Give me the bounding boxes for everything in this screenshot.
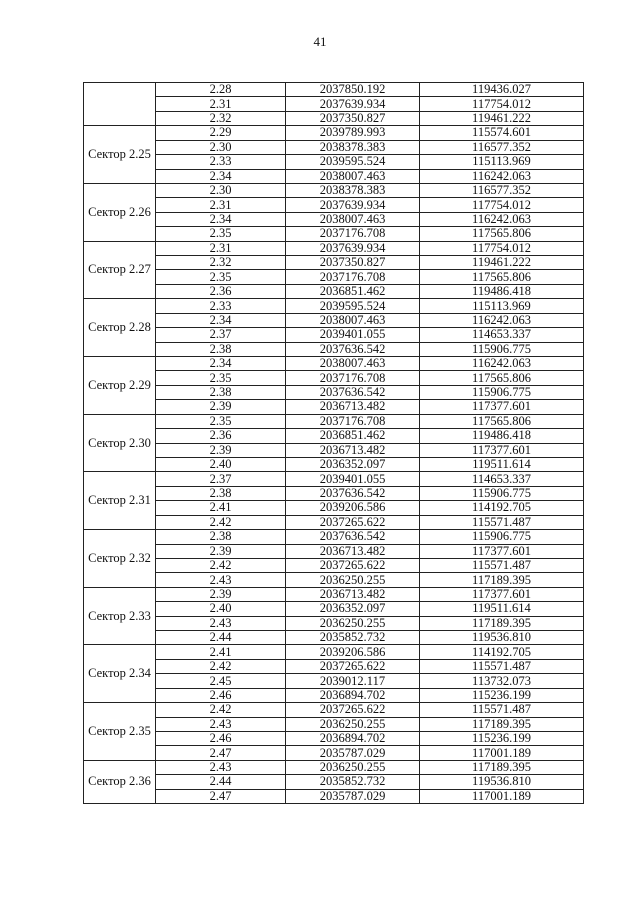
table-row [84,313,584,327]
y-coordinate-cell: 117377.601 [420,587,584,601]
table-row [84,83,584,97]
table-row [84,429,584,443]
table-row [84,183,584,197]
point-number-cell: 2.47 [156,746,286,760]
point-number-cell: 2.35 [156,371,286,385]
x-coordinate-cell: 2037176.708 [286,414,420,428]
sector-name-cell: Сектор 2.28 [84,299,156,357]
y-coordinate-cell: 116242.063 [420,357,584,371]
table-row [84,284,584,298]
point-number-cell: 2.33 [156,155,286,169]
y-coordinate-cell: 117001.189 [420,746,584,760]
x-coordinate-cell: 2037176.708 [286,227,420,241]
x-coordinate-cell: 2036352.097 [286,457,420,471]
table-row [84,227,584,241]
point-number-cell: 2.42 [156,703,286,717]
y-coordinate-cell: 117189.395 [420,573,584,587]
table-row [84,616,584,630]
y-coordinate-cell: 119536.810 [420,631,584,645]
table-row [84,97,584,111]
table-row [84,501,584,515]
table-row [84,515,584,529]
point-number-cell: 2.34 [156,169,286,183]
sector-name-cell: Сектор 2.26 [84,183,156,241]
table-row [84,530,584,544]
point-number-cell: 2.35 [156,270,286,284]
point-number-cell: 2.31 [156,198,286,212]
point-number-cell: 2.34 [156,313,286,327]
y-coordinate-cell: 115906.775 [420,530,584,544]
x-coordinate-cell: 2038007.463 [286,313,420,327]
table-row [84,703,584,717]
x-coordinate-cell: 2037176.708 [286,270,420,284]
y-coordinate-cell: 115906.775 [420,486,584,500]
table-row [84,674,584,688]
point-number-cell: 2.38 [156,342,286,356]
table-row [84,400,584,414]
point-number-cell: 2.39 [156,544,286,558]
x-coordinate-cell: 2037639.934 [286,241,420,255]
table-row [84,573,584,587]
y-coordinate-cell: 117377.601 [420,443,584,457]
y-coordinate-cell: 115571.487 [420,703,584,717]
point-number-cell: 2.38 [156,486,286,500]
point-number-cell: 2.46 [156,688,286,702]
table-row [84,357,584,371]
x-coordinate-cell: 2039401.055 [286,328,420,342]
table-row [84,602,584,616]
table-row [84,270,584,284]
x-coordinate-cell: 2037265.622 [286,515,420,529]
x-coordinate-cell: 2039012.117 [286,674,420,688]
x-coordinate-cell: 2037639.934 [286,198,420,212]
table-row [84,256,584,270]
point-number-cell: 2.41 [156,645,286,659]
point-number-cell: 2.44 [156,631,286,645]
table-row [84,587,584,601]
table-row [84,789,584,803]
y-coordinate-cell: 117754.012 [420,241,584,255]
x-coordinate-cell: 2039595.524 [286,155,420,169]
point-number-cell: 2.43 [156,616,286,630]
x-coordinate-cell: 2036851.462 [286,429,420,443]
x-coordinate-cell: 2036894.702 [286,731,420,745]
point-number-cell: 2.28 [156,83,286,97]
table-row [84,155,584,169]
table-row [84,631,584,645]
point-number-cell: 2.30 [156,140,286,154]
sector-name-cell: Сектор 2.25 [84,126,156,184]
table-row [84,457,584,471]
point-number-cell: 2.37 [156,328,286,342]
table-row [84,371,584,385]
x-coordinate-cell: 2036894.702 [286,688,420,702]
point-number-cell: 2.34 [156,212,286,226]
point-number-cell: 2.35 [156,414,286,428]
y-coordinate-cell: 117754.012 [420,198,584,212]
table-row [84,472,584,486]
point-number-cell: 2.47 [156,789,286,803]
y-coordinate-cell: 116577.352 [420,140,584,154]
x-coordinate-cell: 2036713.482 [286,443,420,457]
x-coordinate-cell: 2036713.482 [286,400,420,414]
y-coordinate-cell: 117565.806 [420,371,584,385]
table-row [84,140,584,154]
x-coordinate-cell: 2038007.463 [286,357,420,371]
table-row [84,486,584,500]
y-coordinate-cell: 116242.063 [420,169,584,183]
table-row [84,775,584,789]
y-coordinate-cell: 117001.189 [420,789,584,803]
table-row [84,688,584,702]
point-number-cell: 2.42 [156,515,286,529]
point-number-cell: 2.36 [156,284,286,298]
point-number-cell: 2.42 [156,659,286,673]
y-coordinate-cell: 116242.063 [420,313,584,327]
y-coordinate-cell: 119511.614 [420,457,584,471]
sector-name-cell: Сектор 2.30 [84,414,156,472]
table-row [84,299,584,313]
point-number-cell: 2.38 [156,530,286,544]
point-number-cell: 2.40 [156,457,286,471]
x-coordinate-cell: 2039789.993 [286,126,420,140]
y-coordinate-cell: 117189.395 [420,717,584,731]
y-coordinate-cell: 117754.012 [420,97,584,111]
x-coordinate-cell: 2037636.542 [286,385,420,399]
x-coordinate-cell: 2037265.622 [286,703,420,717]
y-coordinate-cell: 114653.337 [420,328,584,342]
x-coordinate-cell: 2037850.192 [286,83,420,97]
x-coordinate-cell: 2039595.524 [286,299,420,313]
x-coordinate-cell: 2036851.462 [286,284,420,298]
table-row [84,544,584,558]
coordinates-table-body [84,83,584,804]
table-row [84,212,584,226]
x-coordinate-cell: 2038007.463 [286,169,420,183]
y-coordinate-cell: 119486.418 [420,284,584,298]
sector-name-cell [84,83,156,126]
y-coordinate-cell: 117565.806 [420,414,584,428]
point-number-cell: 2.40 [156,602,286,616]
y-coordinate-cell: 119511.614 [420,602,584,616]
point-number-cell: 2.41 [156,501,286,515]
x-coordinate-cell: 2037265.622 [286,558,420,572]
table-row [84,385,584,399]
y-coordinate-cell: 117565.806 [420,227,584,241]
table-row [84,645,584,659]
x-coordinate-cell: 2037350.827 [286,256,420,270]
x-coordinate-cell: 2036250.255 [286,573,420,587]
x-coordinate-cell: 2037639.934 [286,97,420,111]
table-row [84,558,584,572]
point-number-cell: 2.29 [156,126,286,140]
table-row [84,717,584,731]
y-coordinate-cell: 115236.199 [420,688,584,702]
table-row [84,760,584,774]
point-number-cell: 2.36 [156,429,286,443]
y-coordinate-cell: 114192.705 [420,645,584,659]
y-coordinate-cell: 115906.775 [420,342,584,356]
y-coordinate-cell: 119486.418 [420,429,584,443]
y-coordinate-cell: 115571.487 [420,659,584,673]
y-coordinate-cell: 117189.395 [420,760,584,774]
table-row [84,659,584,673]
x-coordinate-cell: 2039401.055 [286,472,420,486]
y-coordinate-cell: 119536.810 [420,775,584,789]
sector-name-cell: Сектор 2.29 [84,357,156,415]
y-coordinate-cell: 115574.601 [420,126,584,140]
sector-name-cell: Сектор 2.34 [84,645,156,703]
point-number-cell: 2.34 [156,357,286,371]
x-coordinate-cell: 2036713.482 [286,544,420,558]
point-number-cell: 2.32 [156,111,286,125]
y-coordinate-cell: 115113.969 [420,155,584,169]
table-row [84,328,584,342]
x-coordinate-cell: 2037636.542 [286,486,420,500]
table-row [84,198,584,212]
x-coordinate-cell: 2038007.463 [286,212,420,226]
y-coordinate-cell: 116242.063 [420,212,584,226]
x-coordinate-cell: 2035852.732 [286,775,420,789]
table-row [84,746,584,760]
x-coordinate-cell: 2038378.383 [286,140,420,154]
table-row [84,169,584,183]
table-row [84,126,584,140]
x-coordinate-cell: 2036250.255 [286,616,420,630]
point-number-cell: 2.31 [156,97,286,111]
x-coordinate-cell: 2037636.542 [286,530,420,544]
y-coordinate-cell: 114192.705 [420,501,584,515]
x-coordinate-cell: 2037636.542 [286,342,420,356]
point-number-cell: 2.39 [156,400,286,414]
x-coordinate-cell: 2036713.482 [286,587,420,601]
y-coordinate-cell: 117189.395 [420,616,584,630]
point-number-cell: 2.35 [156,227,286,241]
y-coordinate-cell: 115571.487 [420,515,584,529]
y-coordinate-cell: 117377.601 [420,544,584,558]
y-coordinate-cell: 114653.337 [420,472,584,486]
point-number-cell: 2.39 [156,587,286,601]
point-number-cell: 2.42 [156,558,286,572]
x-coordinate-cell: 2038378.383 [286,183,420,197]
y-coordinate-cell: 115113.969 [420,299,584,313]
table-row [84,342,584,356]
point-number-cell: 2.43 [156,717,286,731]
x-coordinate-cell: 2039206.586 [286,645,420,659]
sector-name-cell: Сектор 2.31 [84,472,156,530]
x-coordinate-cell: 2037350.827 [286,111,420,125]
x-coordinate-cell: 2036250.255 [286,717,420,731]
point-number-cell: 2.45 [156,674,286,688]
x-coordinate-cell: 2037265.622 [286,659,420,673]
sector-name-cell: Сектор 2.36 [84,760,156,803]
y-coordinate-cell: 115906.775 [420,385,584,399]
y-coordinate-cell: 116577.352 [420,183,584,197]
sector-name-cell: Сектор 2.33 [84,587,156,645]
y-coordinate-cell: 119461.222 [420,256,584,270]
point-number-cell: 2.43 [156,573,286,587]
coordinates-table [83,82,584,804]
point-number-cell: 2.38 [156,385,286,399]
table-row [84,414,584,428]
sector-name-cell: Сектор 2.27 [84,241,156,299]
point-number-cell: 2.30 [156,183,286,197]
point-number-cell: 2.37 [156,472,286,486]
x-coordinate-cell: 2035787.029 [286,789,420,803]
x-coordinate-cell: 2035852.732 [286,631,420,645]
point-number-cell: 2.44 [156,775,286,789]
point-number-cell: 2.33 [156,299,286,313]
page-number: 41 [313,34,327,49]
y-coordinate-cell: 115236.199 [420,731,584,745]
point-number-cell: 2.46 [156,731,286,745]
y-coordinate-cell: 119461.222 [420,111,584,125]
sector-name-cell: Сектор 2.32 [84,530,156,588]
y-coordinate-cell: 115571.487 [420,558,584,572]
table-row [84,111,584,125]
point-number-cell: 2.43 [156,760,286,774]
y-coordinate-cell: 119436.027 [420,83,584,97]
y-coordinate-cell: 117565.806 [420,270,584,284]
point-number-cell: 2.31 [156,241,286,255]
x-coordinate-cell: 2037176.708 [286,371,420,385]
x-coordinate-cell: 2036250.255 [286,760,420,774]
point-number-cell: 2.32 [156,256,286,270]
table-row [84,731,584,745]
x-coordinate-cell: 2039206.586 [286,501,420,515]
x-coordinate-cell: 2036352.097 [286,602,420,616]
x-coordinate-cell: 2035787.029 [286,746,420,760]
y-coordinate-cell: 117377.601 [420,400,584,414]
sector-name-cell: Сектор 2.35 [84,703,156,761]
y-coordinate-cell: 113732.073 [420,674,584,688]
table-row [84,443,584,457]
point-number-cell: 2.39 [156,443,286,457]
table-row [84,241,584,255]
